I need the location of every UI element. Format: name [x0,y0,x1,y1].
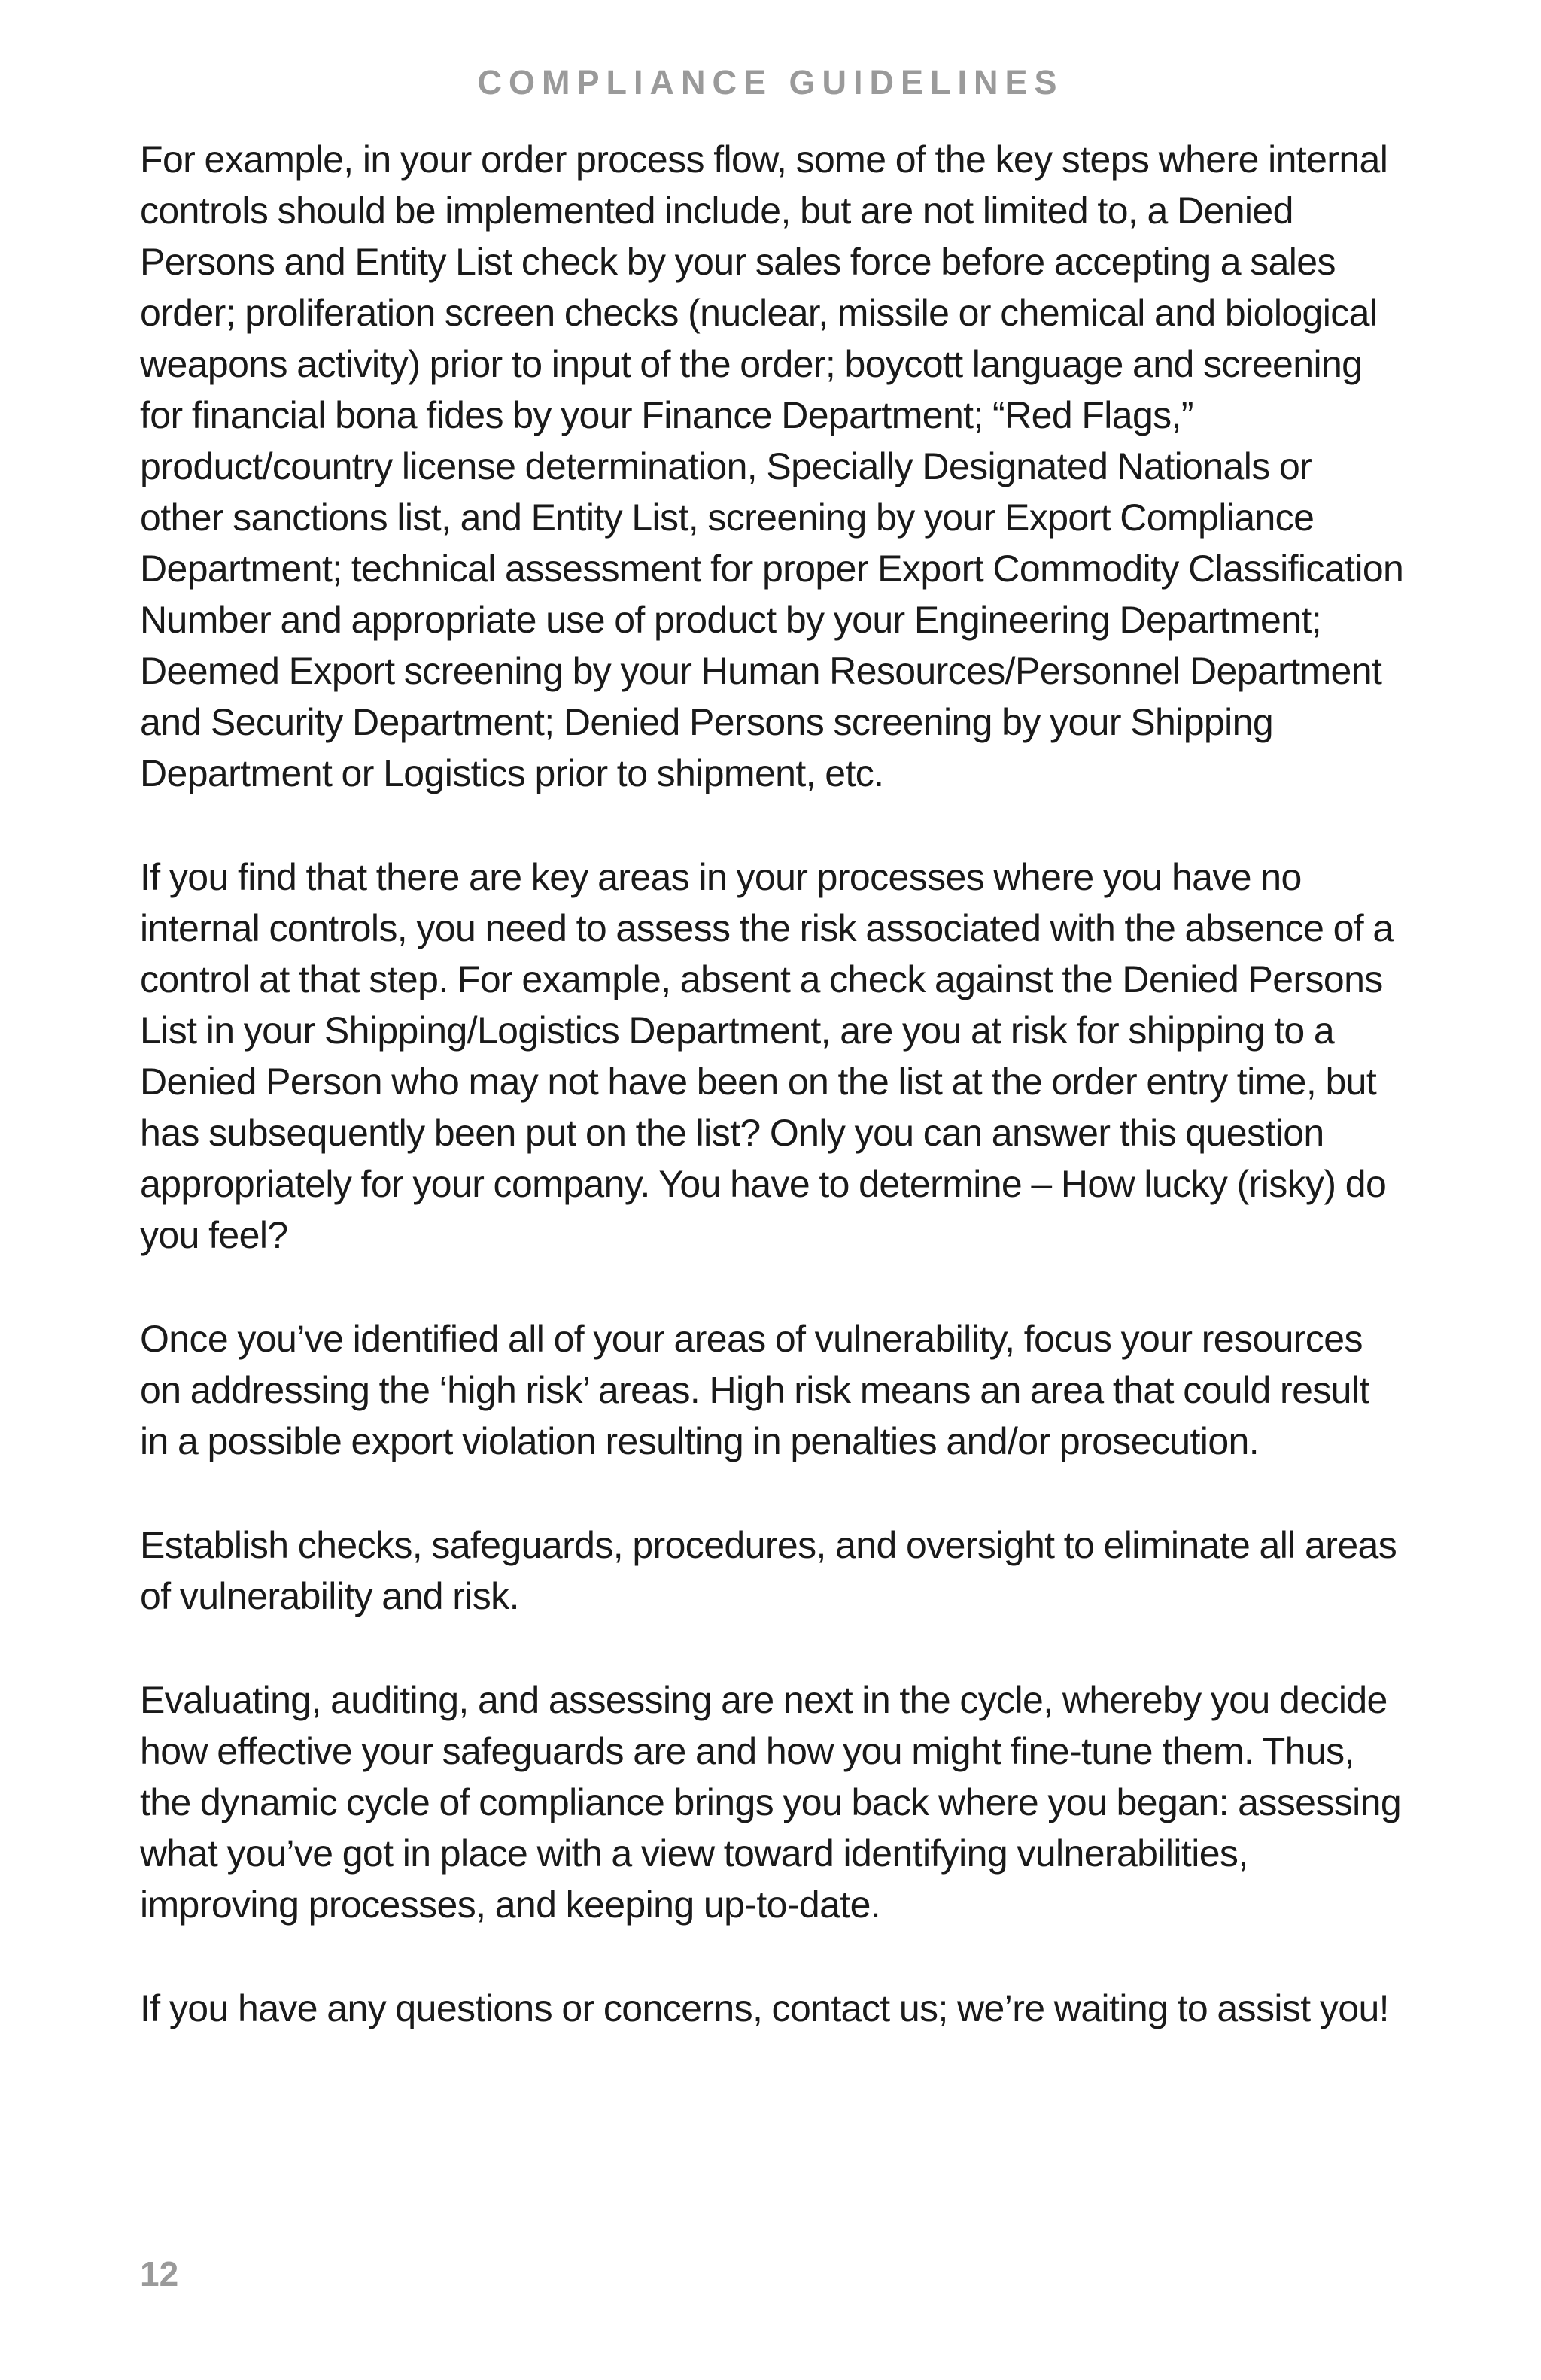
paragraph-contact-us: If you have any questions or concerns, contact us; we’re waiting to assist you! [140,1987,1389,2029]
body-text [140,134,1404,2087]
paragraph-establish-checks: Establish checks, safeguards, procedures, and oversight to eliminate all areas of vulnerability and risk. [140,1524,1397,1617]
page-number: 12 [140,2254,179,2293]
running-header: COMPLIANCE GUIDELINES [477,63,1064,102]
paragraph-high-risk-areas: Once you’ve identified all of your areas of vulnerability, focus your resources on addressing the ‘high risk’ areas. High risk means an area that could result in a possible export violation resulting in penalties and/or prosecution. [140,1318,1369,1462]
paragraph-evaluating-cycle: Evaluating, auditing, and assessing are next in the cycle, whereby you decide how effective your safeguards are and how you might fine-tune them. Thus, the dynamic cycle of compliance brings you back where you began: assessing what you’ve got in place with a view toward identifying vulnerabilities, improving processes, and keeping up-to-date. [140,1679,1402,1926]
paragraph-order-process-controls: For example, in your order process flow, some of the key steps where internal controls should be implemented include, but are not limited to, a Denied Persons and Entity List check by your sales force before accepting a sales order; proliferation screen checks (nuclear, missile or chemical and biological weapons activity) prior to input of the order; boycott language and screening for financial bona fides by your Finance Department; “Red Flags,” product/country license determination, Specially Designated Nationals or other sanctions list, and Entity List, screening by your Export Compliance Department; technical assessment for proper Export Commodity Classification Number and appropriate use of product by your Engineering Department; Deemed Export screening by your Human Resources/Personnel Department and Security Department; Denied Persons screening by your Shipping Department or Logistics prior to shipment, etc. [140,138,1404,794]
paragraph-assess-risk: If you find that there are key areas in your processes where you have no internal controls, you need to assess the risk associated with the absence of a control at that step. For example, absent a check against the Denied Persons List in your Shipping/Logistics Department, are you at risk for shipping to a Denied Person who may not have been on the list at the order entry time, but has subsequently been put on the list? Only you can answer this question appropriately for your company. You have to determine – How lucky (risky) do you feel? [140,856,1394,1256]
